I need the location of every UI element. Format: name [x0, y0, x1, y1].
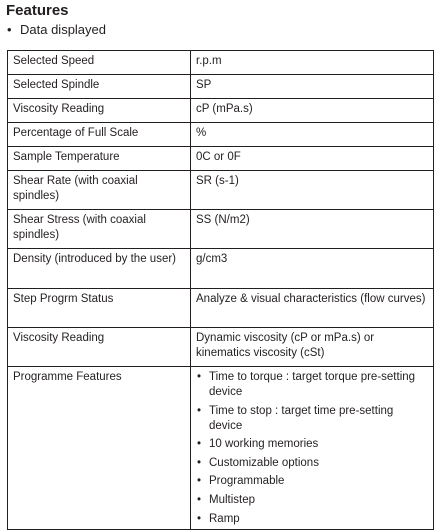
row-value: % [191, 123, 434, 147]
list-item-text: Multistep [209, 493, 256, 506]
bullet-icon: • [197, 456, 202, 469]
row-label: Selected Speed [8, 51, 191, 75]
row-label: Step Progrm Status [8, 289, 191, 328]
row-label: Selected Spindle [8, 75, 191, 99]
data-displayed-subheading [7, 21, 106, 39]
programme-features-cell [191, 367, 434, 530]
bullet-icon: • [197, 404, 202, 417]
row-value: g/cm3 [191, 249, 434, 289]
table-row [8, 210, 434, 249]
bullet-icon: • [197, 475, 202, 488]
row-label: Programme Features [8, 367, 191, 530]
list-item-text: Customizable options [209, 456, 319, 469]
list-item [196, 456, 428, 471]
row-label: Viscosity Reading [8, 99, 191, 123]
features-table [7, 50, 434, 530]
list-item [196, 493, 428, 508]
row-value: cP (mPa.s) [191, 99, 434, 123]
list-item [196, 512, 428, 527]
row-label: Percentage of Full Scale [8, 123, 191, 147]
list-item [196, 437, 428, 452]
subheading-text: Data displayed [20, 22, 106, 37]
programme-features-list [196, 370, 428, 527]
list-item-text: Time to torque : target torque pre-setting device [209, 371, 416, 398]
list-item [196, 404, 428, 434]
row-value: SR (s-1) [191, 171, 434, 210]
row-value: SS (N/m2) [191, 210, 434, 249]
list-item-text: Ramp [209, 512, 240, 525]
row-value: r.p.m [191, 51, 434, 75]
bullet-icon: • [7, 22, 12, 37]
table-row [8, 249, 434, 289]
table-row [8, 289, 434, 328]
row-label: Shear Stress (with coaxial spindles) [8, 210, 191, 249]
table-row [8, 51, 434, 75]
list-item-text: Time to stop : target time pre-setting device [209, 404, 394, 432]
table-row [8, 147, 434, 171]
row-value: SP [191, 75, 434, 99]
list-item-text: Programmable [209, 475, 285, 488]
table-row [8, 123, 434, 147]
list-item [196, 474, 428, 489]
list-item [196, 370, 428, 400]
features-heading: Features [6, 2, 69, 19]
row-label: Shear Rate (with coaxial spindles) [8, 171, 191, 210]
row-value: Analyze & visual characteristics (flow curves) [191, 289, 434, 328]
bullet-icon: • [197, 438, 202, 451]
row-label: Sample Temperature [8, 147, 191, 171]
table-row [8, 328, 434, 367]
table-row [8, 99, 434, 123]
row-value: Dynamic viscosity (cP or mPa.s) or kinematics viscosity (cSt) [191, 328, 434, 367]
list-item-text: 10 working memories [209, 438, 319, 451]
table-row [8, 75, 434, 99]
row-label: Viscosity Reading [8, 328, 191, 367]
bullet-icon: • [197, 493, 202, 506]
row-value: 0C or 0F [191, 147, 434, 171]
bullet-icon: • [197, 371, 202, 383]
row-label: Density (introduced by the user) [8, 249, 191, 289]
table-row [8, 171, 434, 210]
bullet-icon: • [197, 512, 202, 525]
table-row-programme-features [8, 367, 434, 530]
